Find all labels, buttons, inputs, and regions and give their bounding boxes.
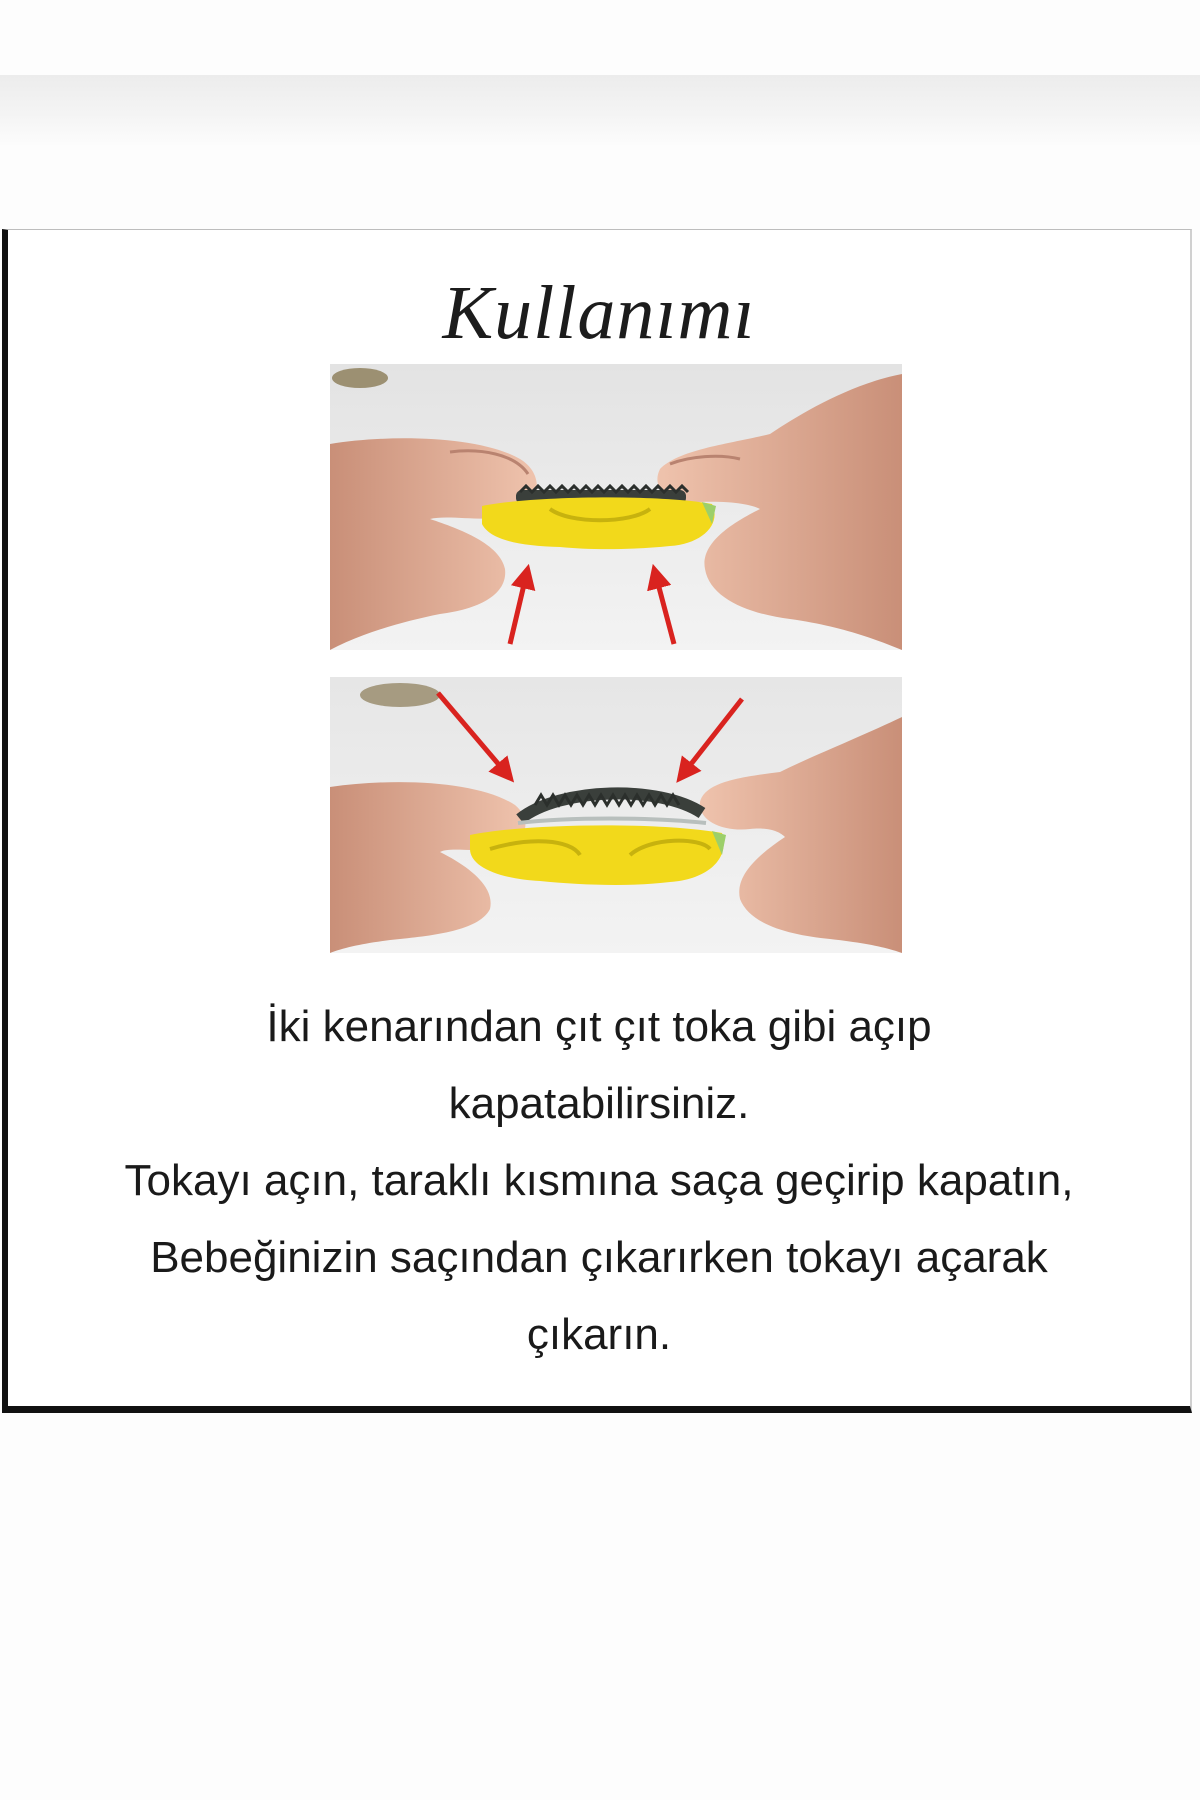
instruction-line: çıkarın. [526,1310,672,1359]
usage-card [2,229,1192,1413]
top-gradient-band [0,75,1200,145]
hair-clip-closed-photo [330,364,902,650]
page-title: Kullanımı [442,271,756,355]
instruction-line: İki kenarından çıt çıt toka gibi açıp [266,1002,932,1051]
instruction-line: Bebeğinizin saçından çıkarırken tokayı açarak [150,1233,1048,1282]
instruction-line: Tokayı açın, taraklı kısmına saça geçirip kapatın, [124,1156,1074,1205]
hair-clip-open-photo [330,677,902,953]
instruction-line: kapatabilirsiniz. [448,1079,750,1128]
hair-clip-open-icon [330,677,902,953]
hair-clip-closed-icon [330,364,902,650]
instructions-text [8,988,1190,1373]
